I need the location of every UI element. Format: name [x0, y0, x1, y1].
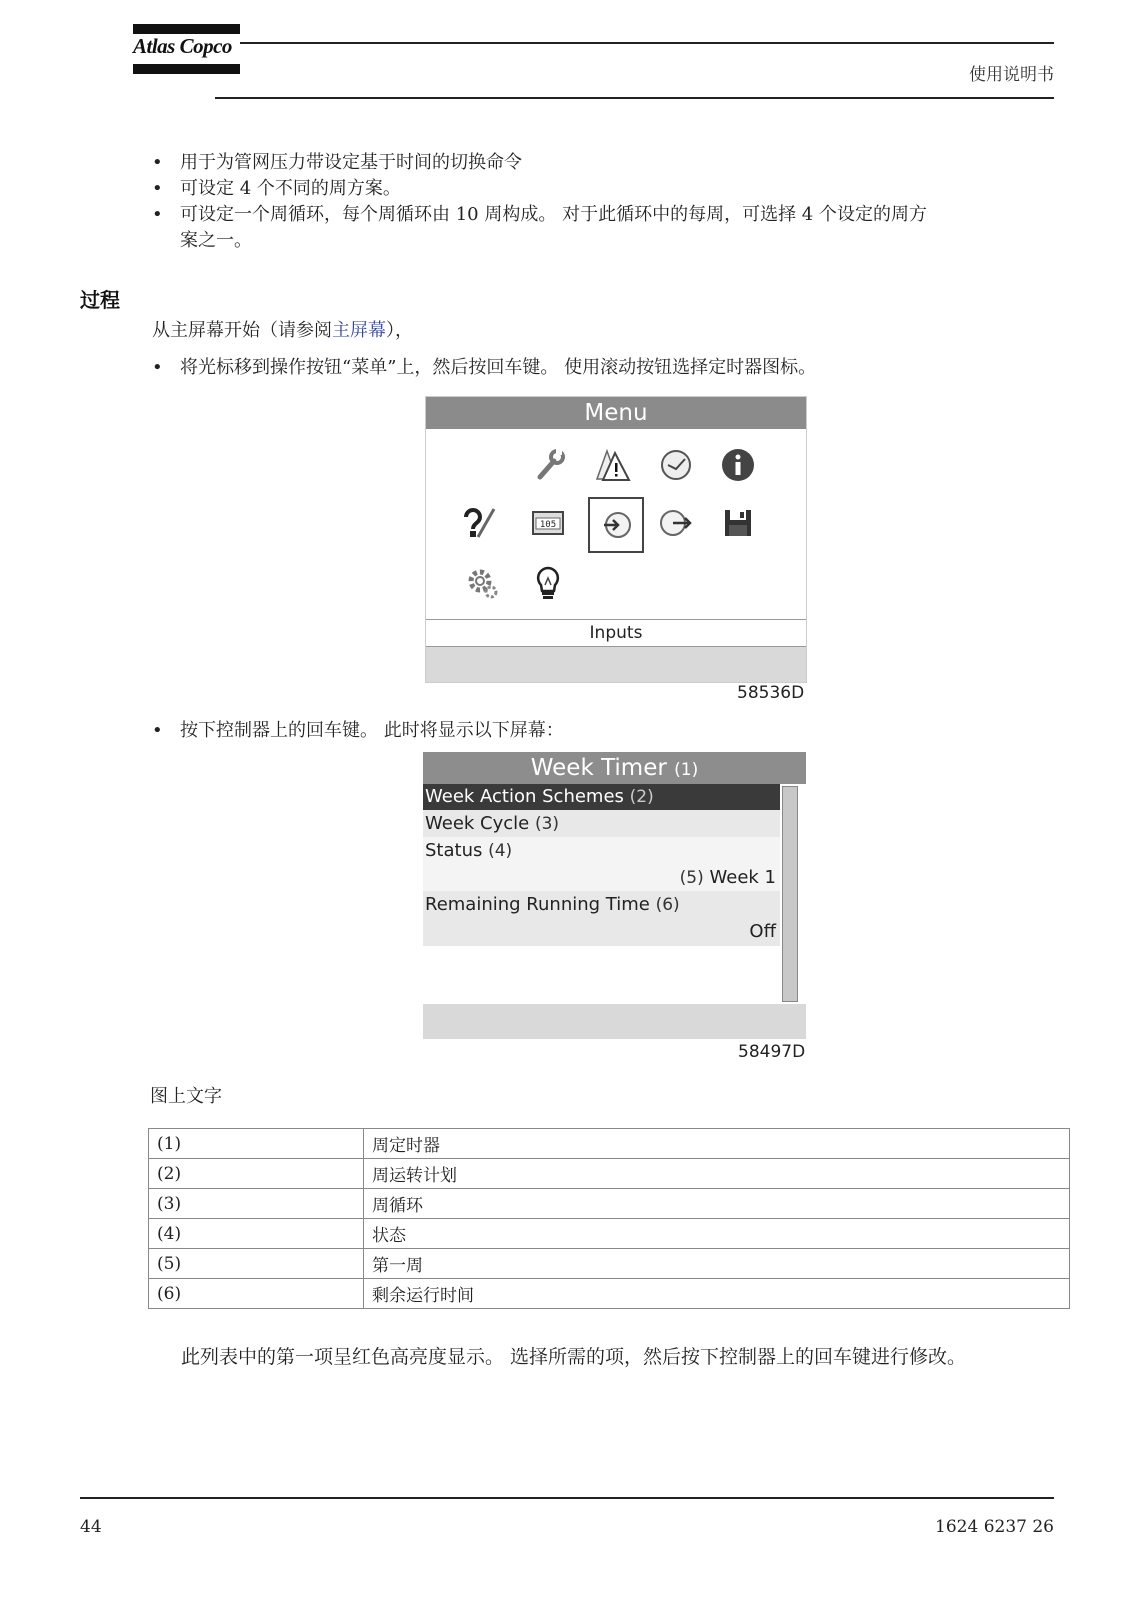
week-timer-title-num: (1) [674, 760, 699, 780]
status-row[interactable] [423, 837, 780, 891]
header-rule-bottom [215, 97, 1054, 99]
table-row [149, 1159, 1070, 1189]
service-check-icon[interactable] [460, 503, 500, 543]
info-icon[interactable] [718, 445, 758, 485]
menu-label-row [426, 619, 806, 647]
header-rule-top [240, 42, 1054, 44]
logo-bar-top [133, 24, 240, 34]
row-label: Week Cycle [425, 813, 530, 834]
legend-ref: (4) [149, 1219, 364, 1249]
intro-bullet-2: 可设定 4 个不同的周方案。 [180, 178, 401, 199]
legend-ref: (3) [149, 1189, 364, 1219]
menu-selected-label: Inputs [589, 623, 643, 643]
step-1: 将光标移到操作按钮“菜单”上，然后按回车键。 使用滚动按钮选择定时器图标。 [180, 357, 817, 378]
input-arrow-icon[interactable] [588, 497, 644, 553]
intro-bullet-3: 可设定一个周循环，每个周循环由 10 周构成。 对于此循环中的每周，可选择 4 个设定的周方 [180, 204, 927, 225]
status-value: Week 1 [709, 867, 776, 888]
status-value-line [425, 864, 780, 891]
week-cycle-row[interactable] [423, 810, 780, 837]
manual-title: 使用说明书 [969, 65, 1054, 85]
legend-text: 周定时器 [364, 1129, 1070, 1159]
row-num: (4) [488, 841, 513, 861]
page-number: 44 [80, 1517, 102, 1537]
doc-number: 1624 6237 26 [935, 1517, 1054, 1537]
bullet-marker: • [152, 720, 163, 741]
menu-status-bar [426, 647, 806, 682]
week-timer-title-bar [423, 752, 806, 784]
closing-text: 此列表中的第一项呈红色高亮度显示。 选择所需的项，然后按下控制器上的回车键进行修改。 [181, 1346, 967, 1368]
step-2: 按下控制器上的回车键。 此时将显示以下屏幕： [180, 720, 564, 741]
bullet-marker: • [152, 178, 163, 199]
row-num: (5) [679, 868, 704, 888]
footer-rule [80, 1497, 1054, 1499]
bullet-marker: • [152, 204, 163, 225]
legend-text: 周运转计划 [364, 1159, 1070, 1189]
table-row [149, 1249, 1070, 1279]
legend-text: 剩余运行时间 [364, 1279, 1070, 1309]
table-row [149, 1219, 1070, 1249]
start-prefix: 从主屏幕开始（请参阅 [152, 320, 332, 341]
remaining-label-line [425, 891, 780, 918]
legend-ref: (1) [149, 1129, 364, 1159]
row-label: Status [425, 840, 483, 861]
week-timer-title: Week Timer [530, 755, 667, 781]
row-label: Remaining Running Time [425, 894, 650, 915]
logo-bar-bottom [133, 64, 240, 74]
menu-title: Menu [584, 400, 648, 426]
scrollbar[interactable] [782, 786, 798, 1002]
start-suffix: ）， [386, 320, 413, 341]
table-row [149, 1279, 1070, 1309]
output-arrow-icon[interactable] [656, 503, 696, 543]
counter-digits: 105 [539, 520, 557, 530]
legend-text: 第一周 [364, 1249, 1070, 1279]
menu-figure-code: 58536D [737, 683, 805, 703]
remaining-running-time-row[interactable] [423, 891, 780, 946]
row-num: (6) [655, 895, 680, 915]
bullet-marker: • [152, 357, 163, 378]
bullet-marker: • [152, 152, 163, 173]
legend-table [148, 1128, 1070, 1309]
settings-gear-icon[interactable] [462, 563, 502, 603]
legend-ref: (2) [149, 1159, 364, 1189]
week-timer-status-bar [423, 1004, 806, 1039]
row-num: (2) [629, 787, 654, 807]
intro-bullet-3-cont: 案之一。 [180, 230, 252, 251]
legend-caption: 图上文字 [150, 1086, 222, 1107]
counter-icon[interactable] [528, 503, 568, 543]
legend-text: 状态 [364, 1219, 1070, 1249]
week-action-schemes-row[interactable] [423, 784, 780, 810]
menu-screen [425, 396, 807, 683]
week-timer-screen [423, 752, 806, 1039]
section-heading: 过程 [80, 288, 120, 312]
wrench-icon[interactable] [530, 445, 570, 485]
legend-ref: (6) [149, 1279, 364, 1309]
brand-name: Atlas Copco [133, 34, 232, 58]
start-instruction [152, 318, 413, 344]
clock-icon[interactable] [656, 445, 696, 485]
remaining-value-line [425, 918, 780, 945]
warning-icon[interactable] [593, 445, 633, 485]
menu-title-bar [426, 397, 806, 429]
legend-text: 周循环 [364, 1189, 1070, 1219]
week-timer-figure-code: 58497D [738, 1042, 806, 1062]
table-row [149, 1129, 1070, 1159]
light-bulb-icon[interactable] [528, 563, 568, 603]
save-disk-icon[interactable] [718, 503, 758, 543]
status-label-line [425, 837, 780, 864]
row-label: Week Action Schemes [425, 786, 624, 807]
intro-bullet-1: 用于为管网压力带设定基于时间的切换命令 [180, 152, 522, 173]
main-screen-link[interactable]: 主屏幕 [332, 320, 386, 341]
table-row [149, 1189, 1070, 1219]
legend-ref: (5) [149, 1249, 364, 1279]
row-num: (3) [534, 814, 560, 834]
remaining-value: Off [749, 921, 776, 942]
